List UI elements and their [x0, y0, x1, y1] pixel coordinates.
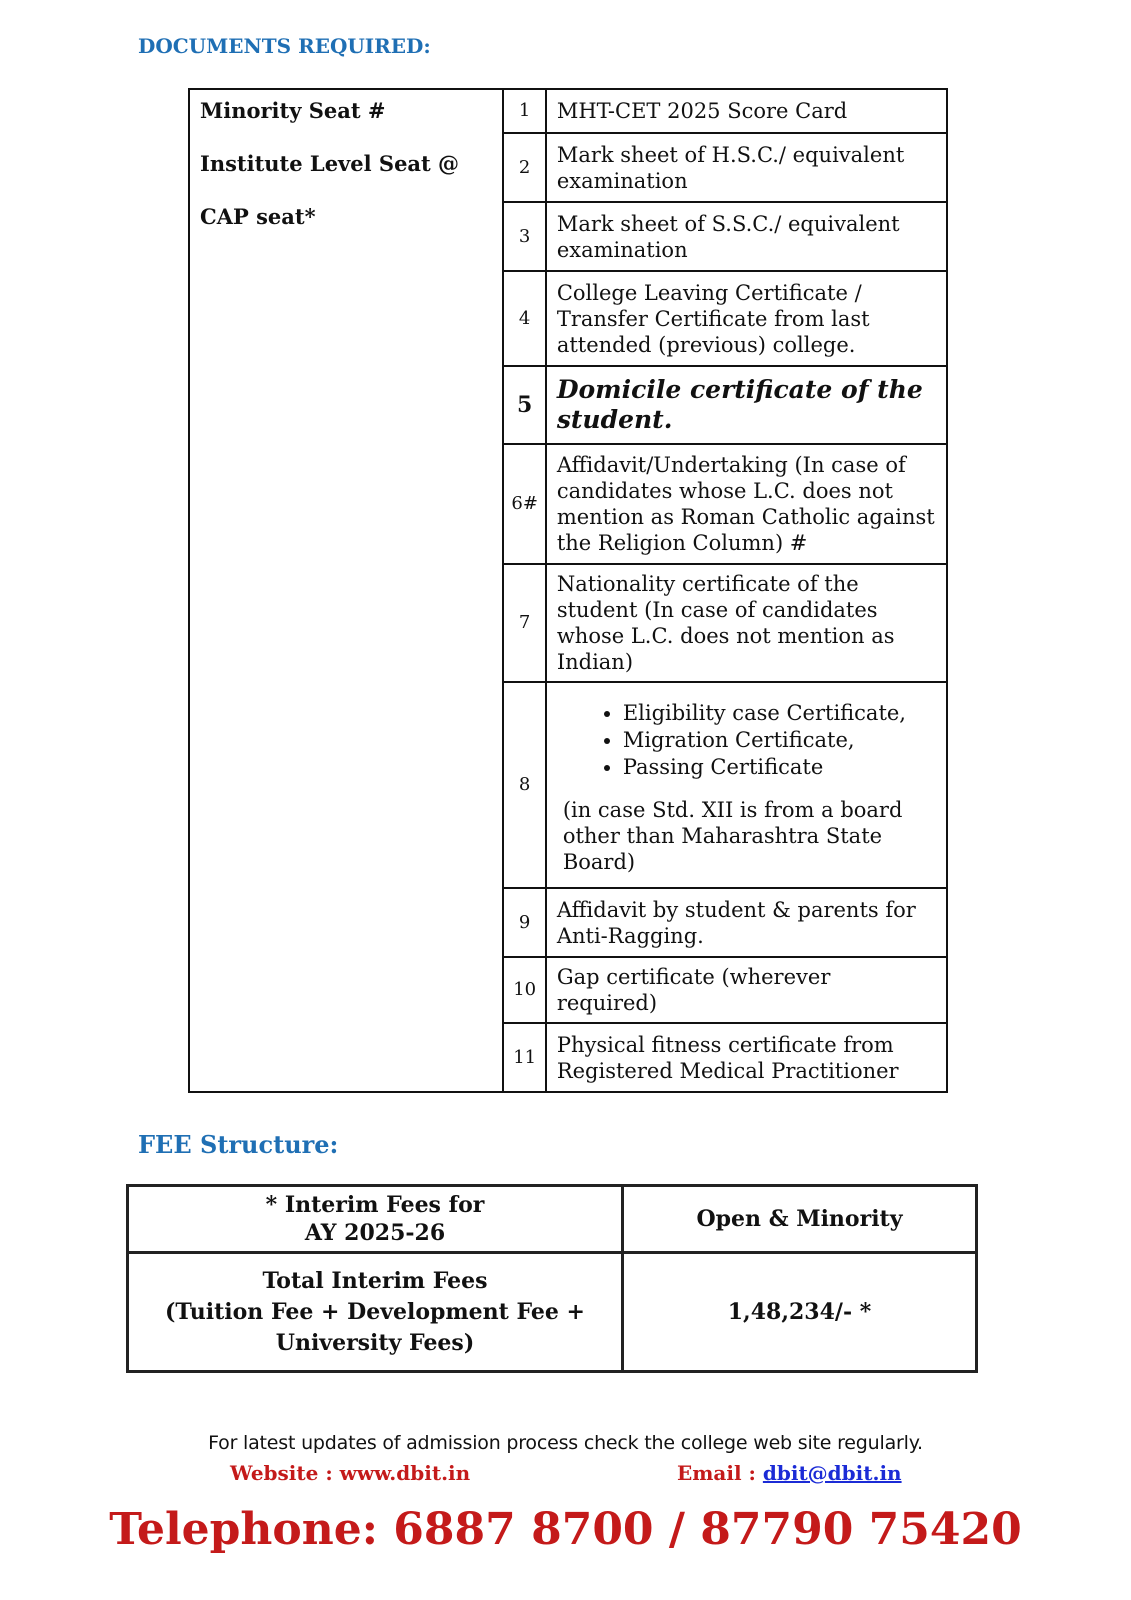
document-name: Mark sheet of S.S.C./ equivalent examination	[546, 202, 947, 271]
documents-table	[188, 88, 948, 1093]
document-name: Gap certificate (wherever required)	[546, 957, 947, 1023]
seat-type-minority: Minority Seat #	[200, 98, 386, 123]
row-number: 1	[503, 89, 545, 133]
row-number: 7	[503, 564, 545, 682]
board-note: (in case Std. XII is from a board other than Maharashtra State Board)	[562, 797, 903, 874]
fee-category-header: Open & Minority	[623, 1186, 977, 1253]
telephone-numbers: Telephone: 6887 8700 / 87790 75420	[109, 1504, 1022, 1555]
fee-label-line: University Fees)	[275, 1329, 475, 1356]
list-item: • Migration Certificate,	[623, 727, 936, 754]
fee-heading: FEE Structure:	[138, 1130, 339, 1159]
documents-heading: DOCUMENTS REQUIRED:	[138, 34, 431, 58]
document-name: Mark sheet of H.S.C./ equivalent examination	[546, 133, 947, 202]
document-name: Domicile certificate of the student.	[546, 366, 947, 444]
row-number: 10	[503, 957, 545, 1023]
document-name	[546, 682, 947, 888]
updates-note: For latest updates of admission process check the college web site regularly.	[208, 1432, 923, 1454]
fee-label-line: Total Interim Fees	[262, 1267, 488, 1294]
fee-table	[126, 1184, 978, 1373]
fee-label-cell	[128, 1253, 623, 1372]
row-number: 8	[503, 682, 545, 888]
row-number: 2	[503, 133, 545, 202]
seat-types-cell	[189, 89, 503, 1092]
document-name: Physical fitness certificate from Registered Medical Practitioner	[546, 1023, 947, 1092]
table-row	[128, 1253, 977, 1372]
row-number: 5	[503, 366, 545, 444]
row-number: 3	[503, 202, 545, 271]
fee-header-line: * Interim Fees for	[265, 1192, 485, 1218]
row-number: 9	[503, 888, 545, 957]
fee-header-cell	[128, 1186, 623, 1253]
list-item: • Passing Certificate	[623, 754, 936, 781]
document-name: MHT-CET 2025 Score Card	[546, 89, 947, 133]
email-label: Email :	[677, 1461, 763, 1485]
document-name: Affidavit/Undertaking (In case of candidates whose L.C. does not mention as Roman Catholic against the Religion Column) #	[546, 444, 947, 564]
document-name: Nationality certificate of the student (In case of candidates whose L.C. does not mention as Indian)	[546, 564, 947, 682]
email-contact	[677, 1461, 902, 1485]
document-name: Affidavit by student & parents for Anti-Ragging.	[546, 888, 947, 957]
fee-header-line: AY 2025-26	[304, 1220, 446, 1246]
row-number: 11	[503, 1023, 545, 1092]
seat-type-institute: Institute Level Seat @	[200, 151, 460, 176]
certificate-list	[557, 700, 936, 781]
seat-type-cap: CAP seat*	[200, 204, 316, 229]
fee-label-line: (Tuition Fee + Development Fee +	[165, 1298, 585, 1325]
table-row	[128, 1186, 977, 1253]
row-number: 4	[503, 271, 545, 366]
list-item: • Eligibility case Certificate,	[623, 700, 936, 727]
document-name: College Leaving Certificate / Transfer Certificate from last attended (previous) college.	[546, 271, 947, 366]
row-number: 6#	[503, 444, 545, 564]
table-row	[189, 89, 947, 133]
fee-amount: 1,48,234/- *	[623, 1253, 977, 1372]
website-link[interactable]: Website : www.dbit.in	[230, 1461, 471, 1485]
email-link[interactable]: dbit@dbit.in	[762, 1461, 902, 1485]
